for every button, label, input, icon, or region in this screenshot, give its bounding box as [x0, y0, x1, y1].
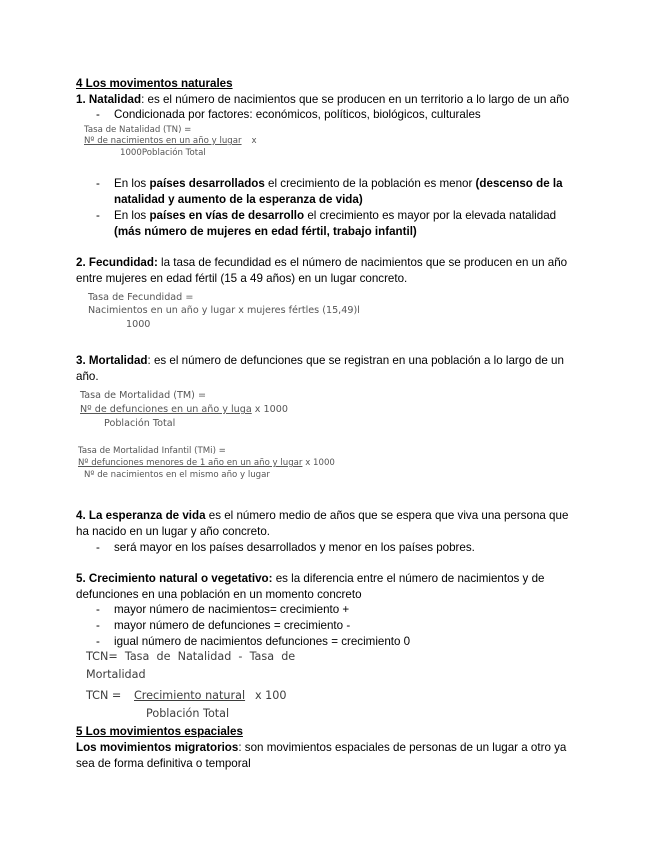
formula-mortalidad-infantil-multiply: x 1000 [302, 458, 335, 468]
crecimiento-text: es la diferencia entre el número de nacimientos y de [272, 572, 545, 585]
esperanza-bullet: será mayor en los países desarrollados y menor en los países pobres. [114, 541, 475, 554]
formula-tcn-line2: Mortalidad [86, 668, 146, 681]
vias-desarrollo-bullet-line1 [114, 208, 556, 224]
section-5-heading: 5 Los movimientos espaciales [76, 725, 243, 738]
formula-mortalidad-multiply: x 1000 [251, 404, 288, 415]
text-span: En los [114, 209, 150, 222]
esperanza-line2: ha nacido en un lugar y año concreto. [76, 525, 271, 538]
migratorios-label: Los movimientos migratorios [76, 741, 239, 754]
formula-mortalidad-numerator: Nº de defunciones en un año y luga [80, 404, 252, 415]
bullet-dash: - [96, 108, 100, 121]
natalidad-factors-bullet: Condicionada por factores: económicos, políticos, biológicos, culturales [114, 108, 481, 121]
natalidad-text: : es el número de nacimientos que se producen en un territorio a lo largo de un año [141, 93, 570, 106]
migratorios-text: : son movimientos espaciales de personas de un lugar a otro ya [238, 741, 567, 754]
natalidad-paragraph [76, 92, 569, 108]
text-bold: países en vías de desarrollo [149, 209, 305, 222]
text-bold: (descenso de la [475, 177, 563, 190]
vias-desarrollo-bullet-line2: (más número de mujeres en edad fértil, trabajo infantil) [114, 225, 417, 238]
fecundidad-line1 [76, 255, 576, 271]
formula-tcn-numerator: Crecimiento natural [134, 689, 246, 702]
fecundidad-text: la tasa de fecundidad es el número de nacimientos que se producen en un año [157, 256, 568, 269]
crecimiento-line2: defunciones en una población en un momento concreto [76, 588, 362, 601]
bullet-dash: - [96, 541, 100, 554]
fecundidad-label: 2. Fecundidad: [76, 256, 158, 269]
migratorios-line1 [76, 740, 576, 756]
formula-tcn-lhs: TCN = [86, 689, 122, 702]
migratorios-line2: sea de forma definitiva o temporal [76, 757, 251, 770]
formula-fecundidad-line3: 1000 [126, 319, 151, 330]
section-4-heading: 4 Los movimentos naturales [76, 77, 233, 90]
formula-mortalidad-infantil-line3: Nº de nacimientos en el mismo año y lugar [84, 470, 270, 480]
desarrollados-bullet-line2: natalidad y aumento de la esperanza de vida) [114, 193, 363, 206]
bullet-dash: - [96, 635, 100, 648]
formula-mortalidad-line3: Población Total [104, 418, 176, 429]
text-span: En los [114, 177, 150, 190]
esperanza-text: es el número medio de años que se espera que viva una persona que [205, 509, 569, 522]
mortalidad-label: 3. Mortalidad [76, 354, 148, 367]
formula-fecundidad-line2: Nacimientos en un año y lugar x mujeres fértles (15,49)l [88, 305, 360, 316]
text-span: el crecimiento es mayor por la elevada natalidad [304, 209, 557, 222]
crecimiento-line1 [76, 571, 576, 587]
formula-natalidad-multiply: x [251, 136, 257, 146]
text-span: el crecimiento de la población es menor [264, 177, 476, 190]
formula-mortalidad-infantil-line2 [78, 458, 335, 469]
formula-natalidad-line3: 1000Población Total [120, 148, 206, 158]
crecimiento-bullet-1: mayor número de nacimientos= crecimiento + [114, 603, 350, 616]
crecimiento-bullet-2: mayor número de defunciones = crecimiento - [114, 619, 351, 632]
bullet-dash: - [96, 603, 100, 616]
esperanza-line1 [76, 508, 576, 524]
natalidad-label: 1. Natalidad [76, 93, 142, 106]
formula-tcn-multiply: x 100 [255, 689, 287, 702]
bullet-dash: - [96, 209, 100, 222]
bullet-dash: - [96, 177, 100, 190]
crecimiento-label: 5. Crecimiento natural o vegetativo: [76, 572, 273, 585]
formula-tcn-line1: TCN= Tasa de Natalidad - Tasa de [86, 650, 296, 663]
crecimiento-bullet-3: igual número de nacimientos defunciones = crecimiento 0 [114, 635, 411, 648]
mortalidad-text: : es el número de defunciones que se registran en una población a lo largo de un [147, 354, 564, 367]
formula-tcn-denominator: Población Total [146, 707, 230, 720]
bullet-dash: - [96, 619, 100, 632]
text-bold: países desarrollados [149, 177, 265, 190]
desarrollados-bullet-line1 [114, 176, 563, 192]
formula-mortalidad-infantil-line1: Tasa de Mortalidad Infantil (TMi) = [78, 446, 226, 456]
formula-natalidad-line2 [84, 136, 257, 147]
formula-mortalidad-infantil-numerator: Nº defunciones menores de 1 año en un año y lugar [78, 458, 303, 468]
formula-natalidad-numerator: Nº de nacimientos en un año y lugar [84, 136, 242, 146]
formula-fecundidad-line1: Tasa de Fecundidad = [88, 292, 194, 303]
formula-natalidad-line1: Tasa de Natalidad (TN) = [84, 125, 192, 135]
formula-mortalidad-line2 [80, 404, 288, 416]
mortalidad-line2: año. [76, 370, 99, 383]
fecundidad-line2: entre mujeres en edad fértil (15 a 49 años) en un lugar concreto. [76, 272, 408, 285]
esperanza-label: 4. La esperanza de vida [76, 509, 206, 522]
formula-mortalidad-line1: Tasa de Mortalidad (TM) = [80, 390, 207, 401]
mortalidad-line1 [76, 353, 576, 369]
